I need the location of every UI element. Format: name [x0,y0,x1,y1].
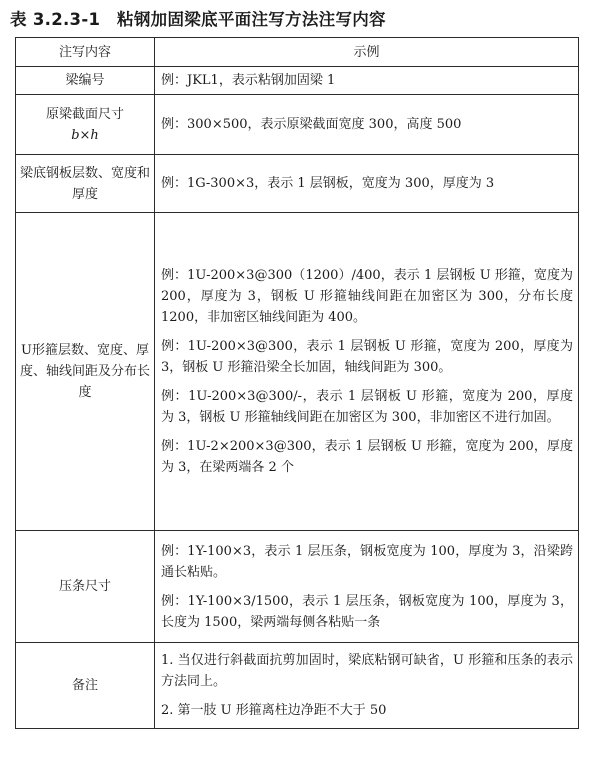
row-example [155,213,579,531]
table-caption: 表 3.2.3-1 粘钢加固梁底平面注写方法注写内容 [10,10,386,29]
row-example [155,67,579,95]
row-label-remarks: 备注 [16,643,155,729]
header-cell-example: 示例 [155,38,579,67]
row-label-press-strip: 压条尺寸 [16,531,155,643]
example-text: 例：1U-2×200×3@300，表示 1 层钢板 U 形箍，宽度为 200，厚度为 3，在梁两端各 2 个 [161,439,573,475]
row-label-bottom-plate: 梁底钢板层数、宽度和厚度 [16,155,155,213]
row-label-section-size [16,95,155,155]
remark-text: 1. 当仅进行斜截面抗剪加固时，梁底粘钢可缺省，U 形箍和压条的表示方法同上。 [161,653,573,689]
example-text: 例：1Y-100×3/1500，表示 1 层压条，钢板宽度为 100，厚度为 3，长度为 1500，梁两端每侧各粘贴一条 [161,593,573,630]
row-label-u-stirrup: U形箍层数、宽度、厚度、轴线间距及分布长度 [16,213,155,531]
remark-text: 2. 第一肢 U 形箍离柱边净距不大于 50 [161,703,387,718]
table-header-row [16,38,579,67]
example-text: 例：JKL1，表示粘钢加固梁 1 [161,73,336,88]
example-text: 例：1G-300×3，表示 1 层钢板，宽度为 300，厚度为 3 [161,176,495,191]
row-example [155,95,579,155]
example-text: 例：1U-200×3@300，表示 1 层钢板 U 形箍，宽度为 200，厚度为 3，钢板 U 形箍沿梁全长加固，轴线间距为 300。 [161,339,573,375]
row-label-beam-number: 梁编号 [16,67,155,95]
label-text: 原梁截面尺寸 [45,106,124,122]
table-row [16,95,579,155]
example-text: 例：300×500，表示原梁截面宽度 300，高度 500 [161,117,462,132]
row-example [155,531,579,643]
annotation-table [15,37,579,729]
example-text: 例：1U-200×3@300（1200）/400，表示 1 层钢板 U 形箍，宽度为 200，厚度为 3，钢板 U 形箍轴线间距在加密区为 300，分布长度 1200，非加密区轴线间距为 400。 [161,268,573,325]
example-text: 例：1U-200×3@300/-，表示 1 层钢板 U 形箍，宽度为 200，厚度为 3，钢板 U 形箍轴线间距在加密区为 300，非加密区不进行加固。 [161,389,573,425]
table-row [16,213,579,531]
example-text: 例：1Y-100×3，表示 1 层压条，钢板宽度为 100，厚度为 3，沿梁跨通长粘贴。 [161,543,573,580]
table-row [16,67,579,95]
table-row [16,531,579,643]
table-row [16,155,579,213]
header-cell-content: 注写内容 [16,38,155,67]
table-row [16,643,579,729]
row-example [155,643,579,729]
row-example [155,155,579,213]
label-dims: b×h [71,127,99,143]
